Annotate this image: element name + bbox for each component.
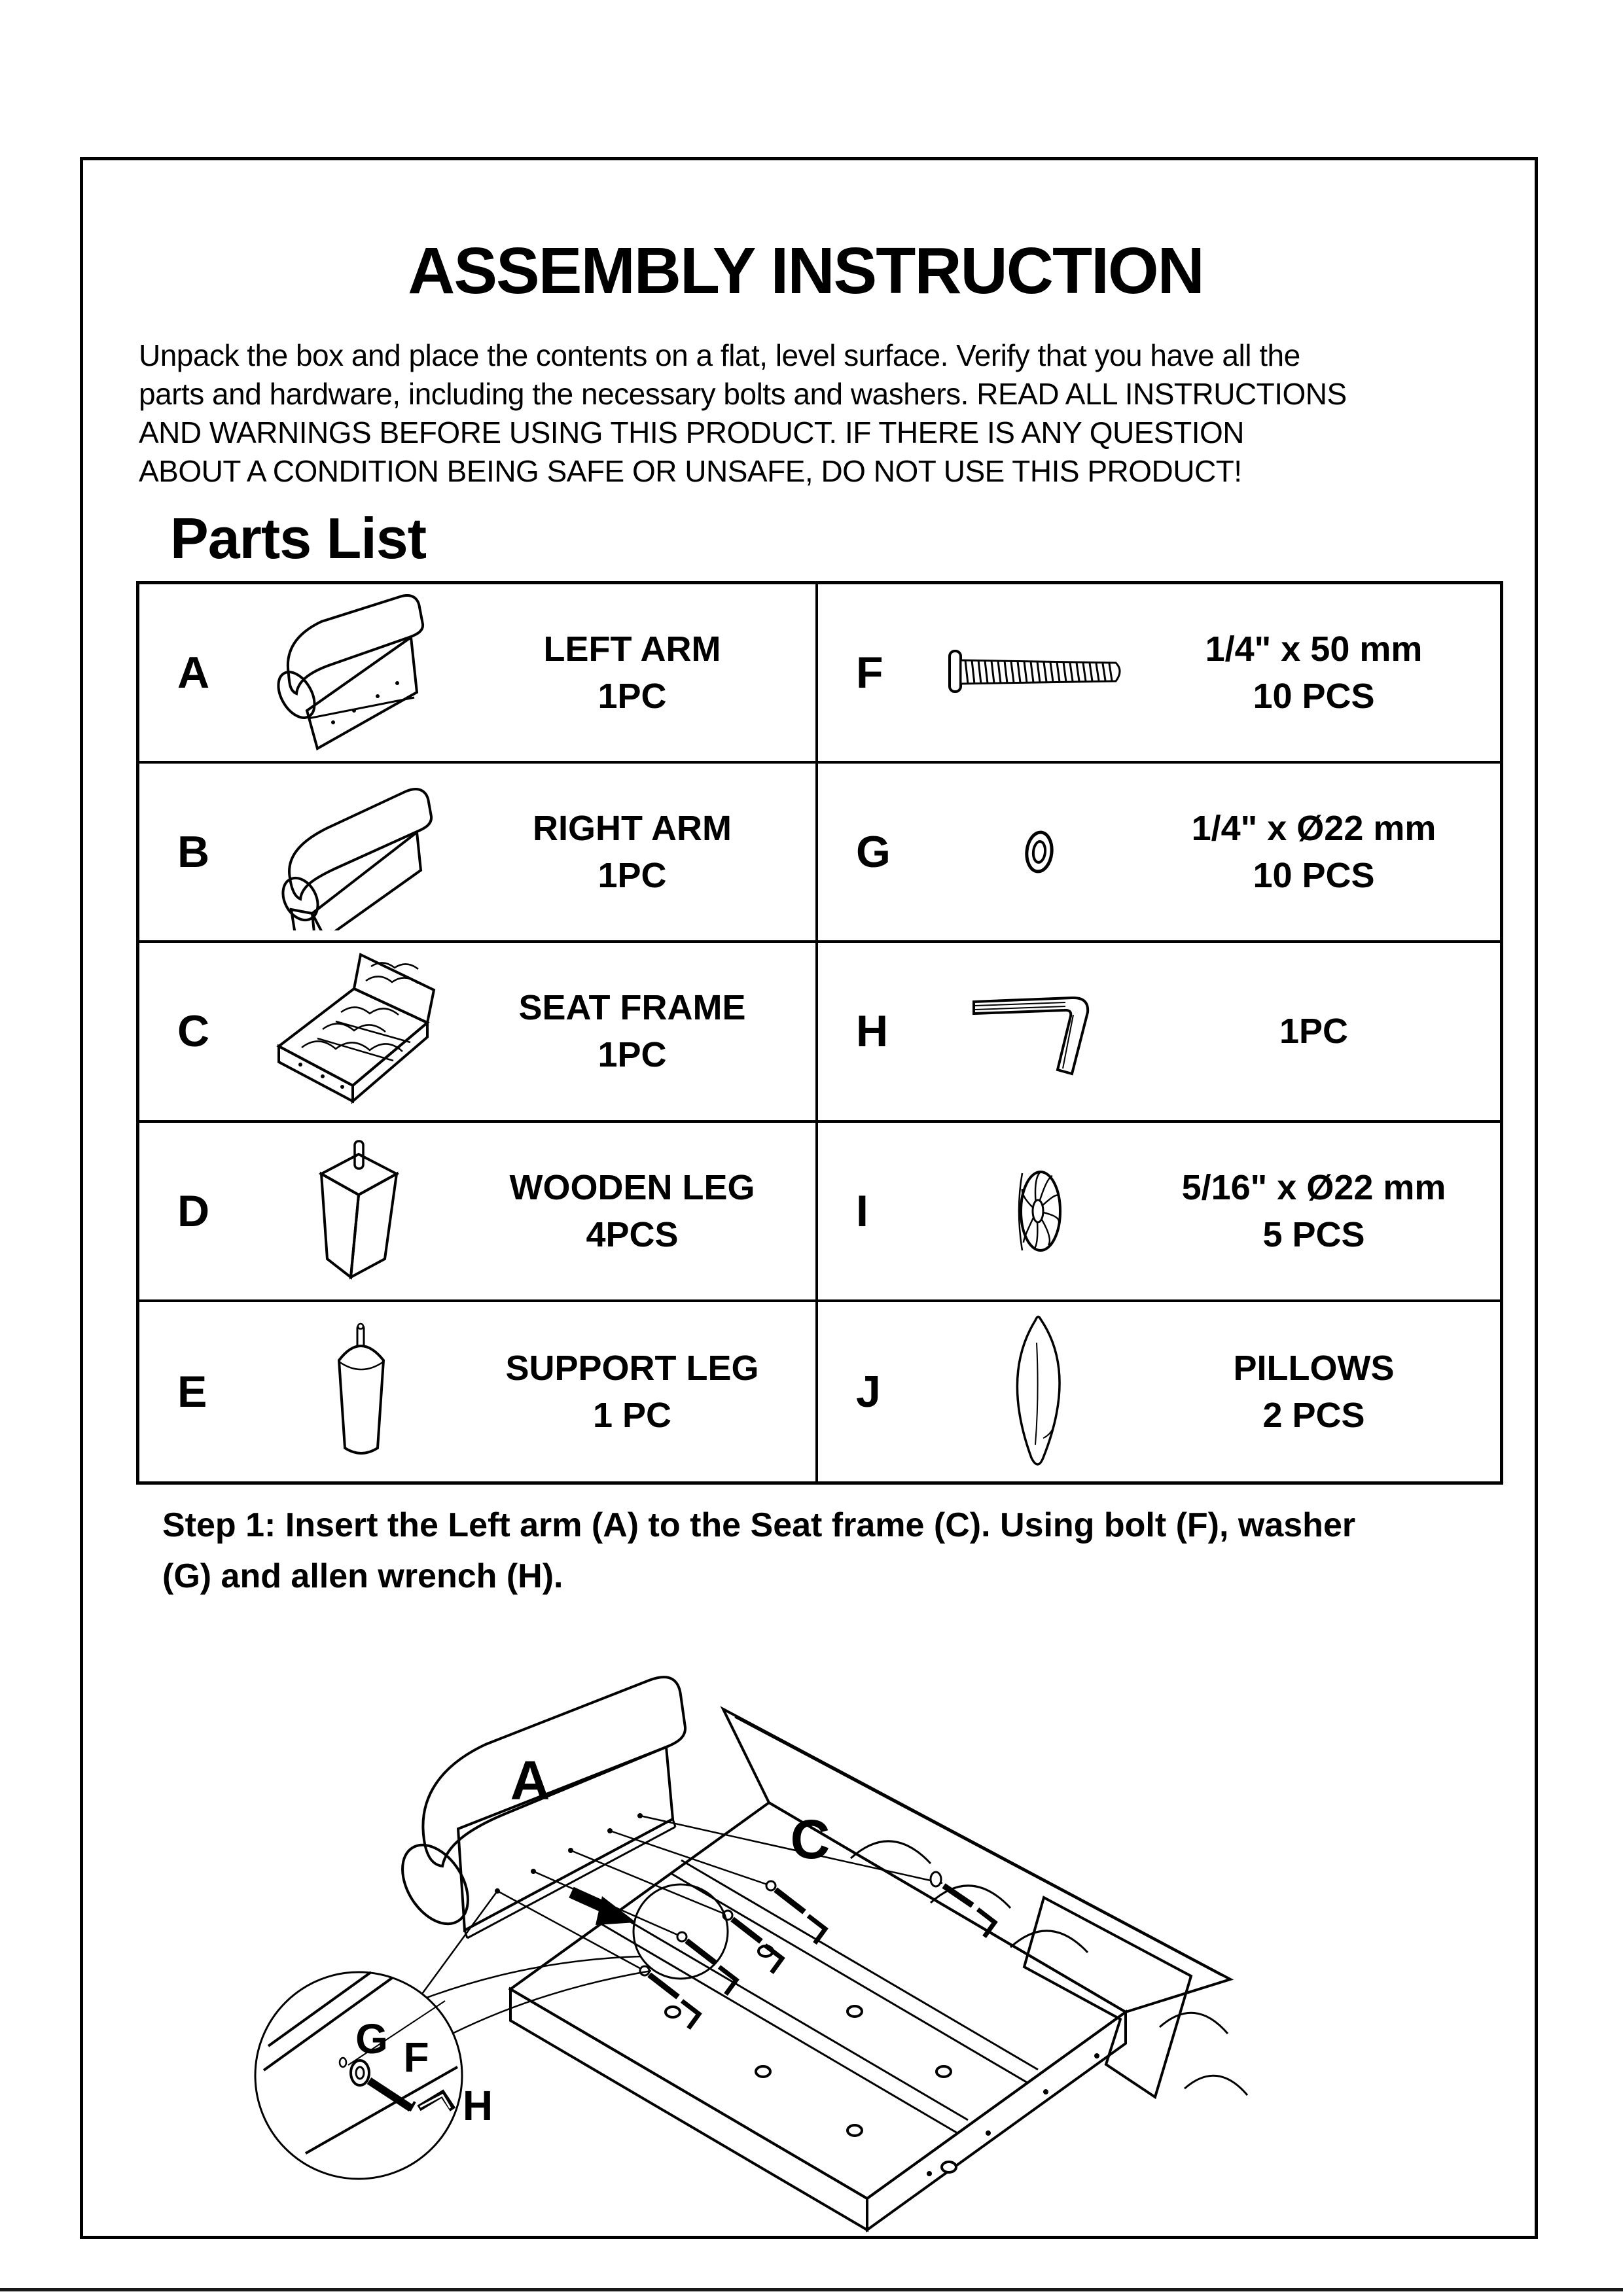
intro-line: ABOUT A CONDITION BEING SAFE OR UNSAFE, DO NOT USE THIS PRODUCT! bbox=[139, 454, 1242, 488]
table-row-part-a bbox=[139, 584, 818, 764]
part-name: LEFT ARM 1PC bbox=[543, 629, 721, 716]
parts-list-heading: Parts List bbox=[170, 506, 427, 571]
part-letter: I bbox=[856, 1186, 868, 1236]
insert-arrow bbox=[571, 1892, 636, 1925]
right-arm-icon bbox=[253, 773, 469, 930]
part-name: 1/4" x 50 mm 10 PCS bbox=[1205, 629, 1423, 716]
seat-frame-icon bbox=[253, 949, 469, 1113]
pillow-icon bbox=[931, 1310, 1147, 1474]
part-letter: A bbox=[177, 648, 210, 698]
part-letter: H bbox=[856, 1006, 889, 1057]
table-row-part-c bbox=[139, 943, 818, 1122]
seat-frame-drawing bbox=[510, 1709, 1247, 2230]
part-letter: B bbox=[177, 827, 210, 877]
part-name: 1/4" x Ø22 mm 10 PCS bbox=[1191, 809, 1436, 896]
hardware-detail-circle bbox=[255, 1972, 493, 2179]
part-name: RIGHT ARM 1PC bbox=[533, 809, 732, 896]
step1-instruction bbox=[162, 1500, 1504, 1602]
intro-paragraph bbox=[139, 336, 1520, 491]
detail-label-bolt: F bbox=[403, 2034, 429, 2081]
page-title: ASSEMBLY INSTRUCTION bbox=[408, 234, 1204, 308]
part-letter: J bbox=[856, 1366, 881, 1417]
intro-line: AND WARNINGS BEFORE USING THIS PRODUCT. IF THERE IS ANY QUESTION bbox=[139, 415, 1244, 450]
table-row-part-i bbox=[818, 1123, 1500, 1302]
detail-connectors bbox=[427, 1956, 651, 2033]
detail-label-wrench: H bbox=[462, 2082, 493, 2129]
washer-icon bbox=[931, 813, 1147, 891]
part-name: SUPPORT LEG 1 PC bbox=[505, 1348, 759, 1435]
intro-line: Unpack the box and place the contents on a flat, level surface. Verify that you have all the bbox=[139, 338, 1300, 372]
part-name: SEAT FRAME 1PC bbox=[518, 988, 746, 1075]
allen-wrench-icon bbox=[931, 976, 1147, 1087]
part-name: 1PC bbox=[1279, 1012, 1349, 1051]
table-row-part-f bbox=[818, 584, 1500, 764]
spoked-washer-icon bbox=[931, 1159, 1147, 1263]
part-name: PILLOWS 2 PCS bbox=[1233, 1348, 1395, 1435]
intro-line: parts and hardware, including the necessary bolts and washers. READ ALL INSTRUCTIONS bbox=[139, 377, 1347, 411]
bolt-icon bbox=[931, 637, 1147, 709]
diagram-label-arm: A bbox=[510, 1750, 550, 1811]
step1-diagram bbox=[79, 1603, 1544, 2287]
detail-label-washer: G bbox=[355, 2015, 388, 2062]
part-letter: F bbox=[856, 648, 883, 698]
table-row-part-b bbox=[139, 764, 818, 943]
table-row-part-e bbox=[139, 1302, 818, 1481]
left-arm-icon bbox=[253, 594, 469, 751]
part-letter: E bbox=[177, 1366, 207, 1417]
page-bottom-edge bbox=[0, 2288, 1623, 2291]
table-row-part-g bbox=[818, 764, 1500, 943]
table-row-part-j bbox=[818, 1302, 1500, 1481]
step1-line: Step 1: Insert the Left arm (A) to the Seat frame (C). Using bolt (F), washer bbox=[162, 1506, 1356, 1544]
part-name: 5/16" x Ø22 mm 5 PCS bbox=[1181, 1167, 1446, 1254]
step1-line: (G) and allen wrench (H). bbox=[162, 1557, 563, 1595]
wooden-leg-icon bbox=[253, 1136, 469, 1286]
part-letter: D bbox=[177, 1186, 210, 1236]
part-name: WOODEN LEG 4PCS bbox=[509, 1167, 755, 1254]
support-leg-icon bbox=[253, 1320, 469, 1464]
diagram-label-frame: C bbox=[790, 1809, 830, 1870]
parts-table bbox=[136, 581, 1503, 1485]
part-letter: G bbox=[856, 827, 891, 877]
table-row-part-h bbox=[818, 943, 1500, 1122]
table-row-part-d bbox=[139, 1123, 818, 1302]
part-letter: C bbox=[177, 1006, 210, 1057]
